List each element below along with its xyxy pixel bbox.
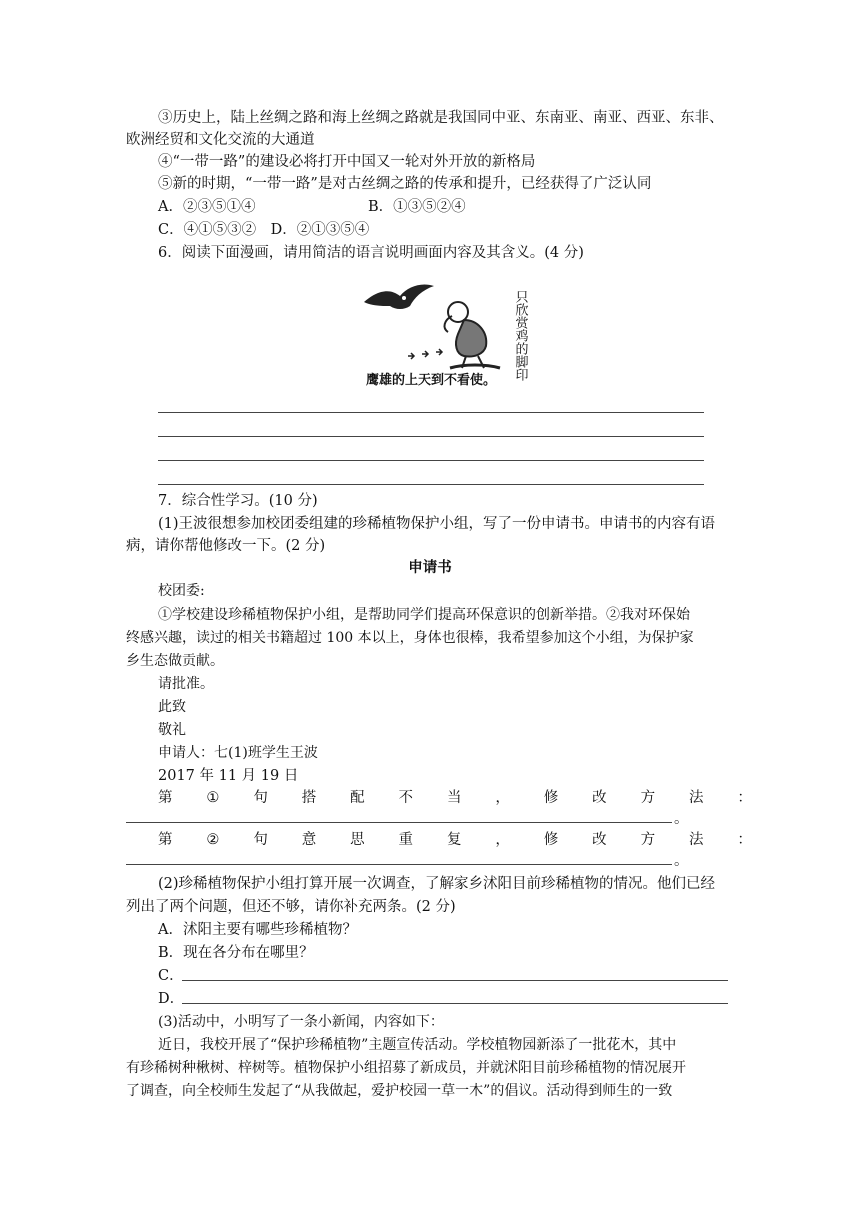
q7-part2-line1: (2)珍稀植物保护小组打算开展一次调查，了解家乡沭阳目前珍稀植物的情况。他们已经 — [158, 876, 716, 892]
letter-salutation: 校团委: — [158, 583, 205, 599]
q7-stem: 7．综合性学习。(10 分) — [158, 493, 318, 509]
q5-option-3-line2: 欧洲经贸和文化交流的大通道 — [126, 132, 315, 148]
q7-part2-option-d: D． — [158, 991, 185, 1007]
fix1-char: ① — [206, 790, 220, 806]
q5-choice-b: B．①③⑤②④ — [368, 199, 466, 215]
fix1-char: ， — [495, 790, 510, 806]
option-d-answer-line[interactable] — [182, 1003, 728, 1004]
q6-answer-line-3[interactable] — [158, 460, 704, 461]
q5-choice-c-d: C．④①⑤③② D．②①③⑤④ — [158, 222, 370, 238]
fix2-char: 方 — [640, 832, 656, 848]
q7-part3-intro: (3)活动中，小明写了一条小新闻，内容如下： — [158, 1014, 444, 1030]
fix1-char: 法 — [688, 790, 704, 806]
fix1-char: 搭 — [301, 790, 317, 806]
fix1-prompt — [158, 787, 752, 809]
fix2-char: 修 — [543, 832, 559, 848]
fix2-char: 法 — [688, 832, 704, 848]
fix2-char: 意 — [301, 832, 317, 848]
letter-request: 请批准。 — [158, 676, 214, 692]
fix1-period: 。 — [674, 811, 689, 827]
cartoon-caption-bottom: 鹰雄的上天到不看使。 — [366, 373, 497, 388]
q7-part1-line1: (1)王波很想参加校团委组建的珍稀植物保护小组，写了一份申请书。申请书的内容有语 — [158, 516, 716, 532]
cartoon-caption-right: 只欣赏鸡的脚印 — [512, 290, 528, 381]
fix2-char: 第 — [158, 832, 173, 848]
fix1-char: 第 — [158, 790, 173, 806]
letter-date: 2017 年 11 月 19 日 — [158, 768, 299, 784]
letter-body-line3: 乡生态做贡献。 — [126, 653, 224, 669]
letter-body-line2: 终感兴趣，读过的相关书籍超过 100 本以上，身体也很棒，我希望参加这个小组，为保护家 — [126, 630, 694, 646]
q5-choice-a: A．②③⑤①④ — [158, 199, 256, 215]
fix2-char: 重 — [398, 832, 414, 848]
q6-answer-line-2[interactable] — [158, 436, 704, 437]
fix2-char: ， — [495, 832, 510, 848]
letter-body-line1: ①学校建设珍稀植物保护小组，是帮助同学们提高环保意识的创新举措。②我对环保始 — [158, 607, 690, 623]
option-c-answer-line[interactable] — [182, 980, 728, 981]
letter-signature: 申请人：七(1)班学生王波 — [158, 745, 318, 761]
eagle-drawing — [364, 284, 434, 309]
q5-option-4: ④“一带一路”的建设必将打开中国又一轮对外开放的新格局 — [158, 154, 536, 170]
fix2-char: 复 — [446, 832, 462, 848]
letter-closing-2: 敬礼 — [158, 722, 186, 738]
fix1-char: ： — [737, 790, 752, 806]
fix2-period: 。 — [674, 853, 689, 869]
q7-part1-line2: 病，请你帮他修改一下。(2 分) — [126, 538, 326, 554]
fix2-answer-line[interactable] — [126, 864, 672, 865]
news-line3: 了调查，向全校师生发起了“从我做起，爱护校园一草一木”的倡议。活动得到师生的一致 — [126, 1083, 673, 1099]
fix1-char: 句 — [253, 790, 268, 806]
q5-option-3-line1: ③历史上，陆上丝绸之路和海上丝绸之路就是我国同中亚、东南亚、南亚、西亚、东非、 — [158, 110, 724, 126]
fix1-char: 不 — [398, 790, 414, 806]
fix1-answer-line[interactable] — [126, 822, 672, 823]
fix2-char: 改 — [592, 832, 607, 848]
letter-title: 申请书 — [408, 560, 452, 576]
q7-part2-option-c: C． — [158, 968, 184, 984]
fix1-char: 当 — [446, 790, 462, 806]
fix2-char: ② — [206, 832, 220, 848]
q7-part2-line2: 列出了两个问题，但还不够，请你补充两条。(2 分) — [126, 899, 456, 915]
footprints-drawing — [408, 349, 442, 359]
fix1-char: 改 — [592, 790, 607, 806]
q7-part2-option-a: A．沭阳主要有哪些珍稀植物？ — [158, 922, 357, 938]
cartoon-image — [360, 276, 536, 392]
fix1-char: 配 — [350, 790, 365, 806]
man-drawing — [445, 302, 500, 368]
q6-stem: 6．阅读下面漫画，请用简洁的语言说明画面内容及其含义。(4 分) — [158, 245, 584, 261]
q7-part2-option-b: B．现在各分布在哪里？ — [158, 945, 314, 961]
fix2-char: ： — [737, 832, 752, 848]
news-line2: 有珍稀树种楸树、梓树等。植物保护小组招募了新成员，并就沭阳目前珍稀植物的情况展开 — [126, 1060, 686, 1076]
q6-answer-line-4[interactable] — [158, 484, 704, 485]
q6-answer-line-1[interactable] — [158, 412, 704, 413]
news-line1: 近日，我校开展了“保护珍稀植物”主题宣传活动。学校植物园新添了一批花木，其中 — [158, 1037, 677, 1053]
q5-option-5: ⑤新的时期，“一带一路”是对古丝绸之路的传承和提升，已经获得了广泛认同 — [158, 176, 652, 192]
fix1-char: 方 — [640, 790, 656, 806]
fix1-char: 修 — [543, 790, 559, 806]
fix2-char: 句 — [253, 832, 268, 848]
fix2-char: 思 — [350, 832, 365, 848]
letter-closing-1: 此致 — [158, 699, 186, 715]
fix2-prompt — [158, 829, 752, 851]
